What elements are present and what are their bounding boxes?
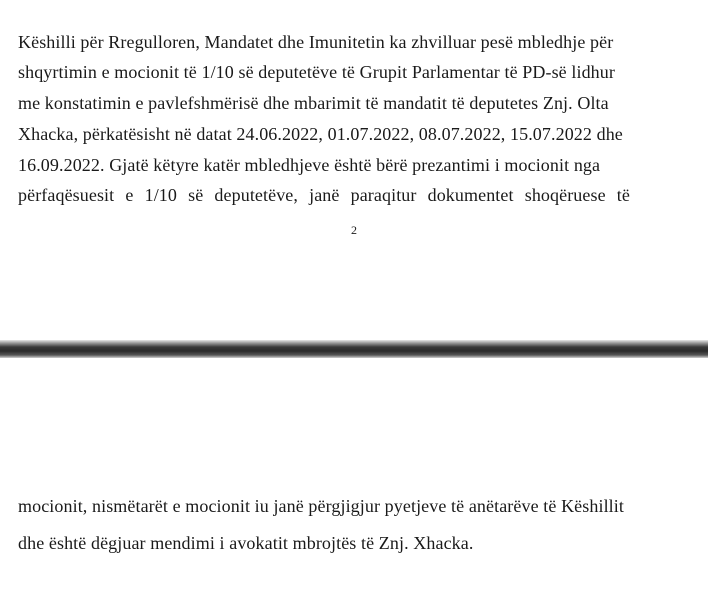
paragraph-line-4: Xhacka, përkatësisht në datat 24.06.2022, 01.07.2022, 08.07.2022, 15.07.2022 dhe <box>18 124 623 144</box>
page-break-divider <box>0 340 708 358</box>
paragraph-line-8: dhe është dëgjuar mendimi i avokatit mbrojtës të Znj. Xhacka. <box>18 533 474 553</box>
page-number: 2 <box>351 223 357 237</box>
page-bottom <box>0 358 708 593</box>
paragraph-line-5: 16.09.2022. Gjatë këtyre katër mbledhjeve është bërë prezantimi i mocionit nga <box>18 155 601 175</box>
paragraph-line-7: mocionit, nismëtarët e mocionit iu janë përgjigjur pyetjeve të anëtarëve të Këshillit <box>18 496 624 516</box>
paragraph-line-1: Këshilli për Rregulloren, Mandatet dhe Imunitetin ka zhvilluar pesë mbledhje për <box>18 32 614 52</box>
paragraph-line-2: shqyrtimin e mocionit të 1/10 së deputetëve të Grupit Parlamentar të PD-së lidhur <box>18 62 615 82</box>
paragraph-line-6: përfaqësuesit e 1/10 së deputetëve, janë paraqitur dokumentet shoqëruese të <box>18 185 630 205</box>
paragraph-line-3: me konstatimin e pavlefshmërisë dhe mbarimit të mandatit të deputetes Znj. Olta <box>18 93 609 113</box>
